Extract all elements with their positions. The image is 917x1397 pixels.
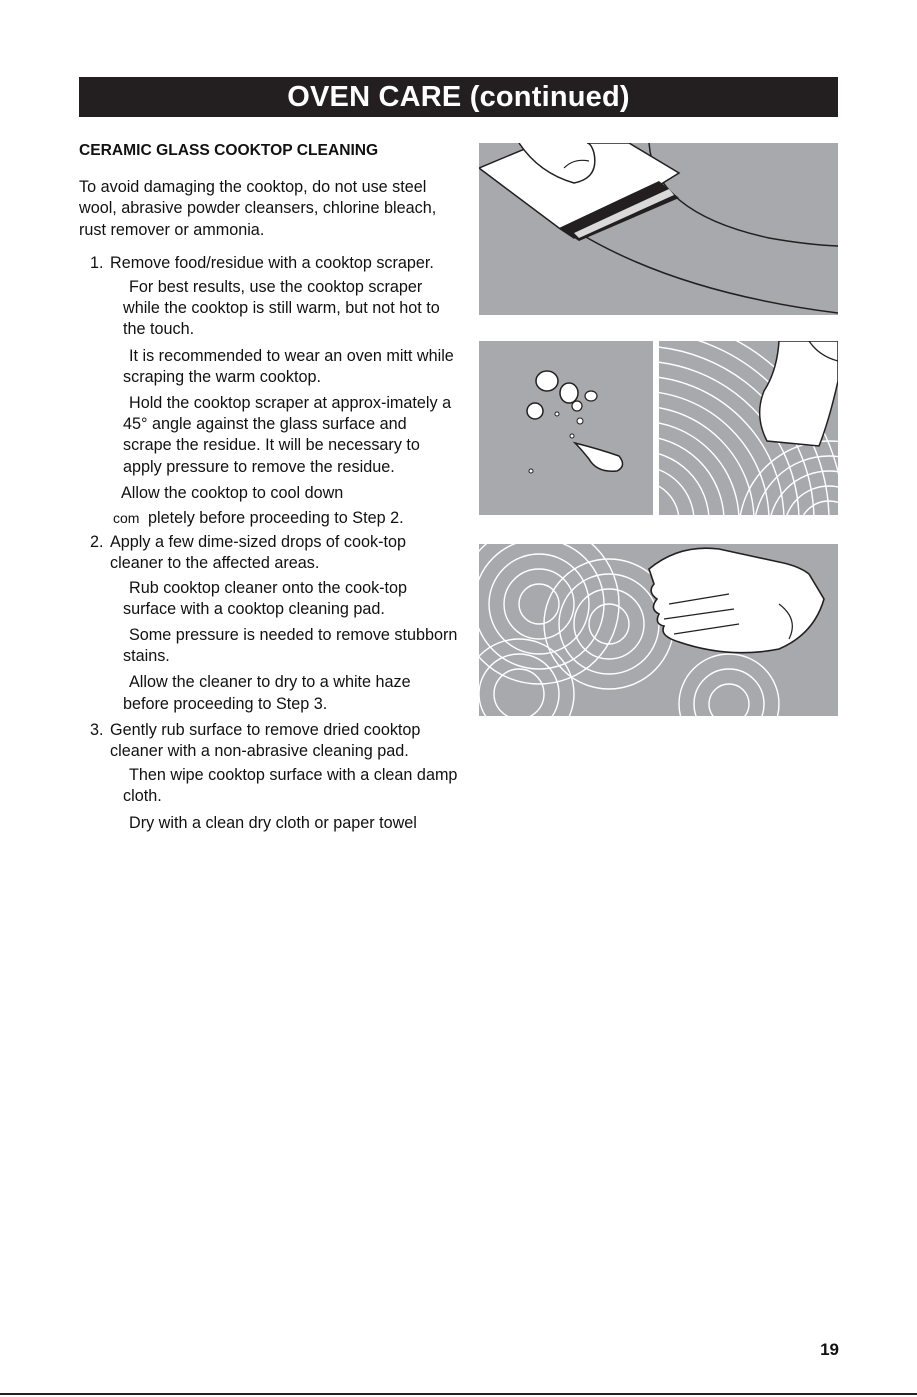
sub-text: Dry with a clean dry cloth or paper towel [129, 813, 417, 832]
bottom-rule [0, 1393, 917, 1395]
sub-text: Some pressure is needed to remove stubborn stains. [123, 626, 458, 666]
step-1-sub-1 [79, 277, 459, 341]
wiping-cloth-illustration [479, 544, 838, 716]
rubbing-cleaner-illustration [659, 341, 838, 515]
section-heading: CERAMIC GLASS COOKTOP CLEANING [79, 142, 379, 159]
page-title-bar [79, 77, 838, 117]
sub-text: For best results, use the cooktop scraper while the cooktop is still warm, but not hot to the touch. [123, 278, 440, 339]
step-1-sub-2 [79, 346, 459, 388]
sub-text: Rub cooktop cleaner onto the cook-top surface with a cooktop cleaning pad. [123, 578, 408, 618]
step-2-sub-3 [79, 672, 459, 714]
intro-paragraph: To avoid damaging the cooktop, do not use steel wool, abrasive powder cleansers, chlorine bleach, rust remover or ammonia. [79, 178, 437, 239]
step-1 [79, 253, 459, 274]
step-3 [79, 720, 459, 762]
step-1-sub-3 [79, 393, 459, 478]
step-text: Apply a few dime-sized drops of cook-top cleaner to the affected areas. [110, 533, 407, 573]
sub-text: Hold the cooktop scraper at approx-imately a 45° angle against the glass surface and scrape the residue. It will be necessary to apply pressure to remove the residue. [123, 394, 452, 476]
step-1-note-a: Allow the cooktop to cool down [121, 483, 344, 502]
sub-text: Then wipe cooktop surface with a clean damp cloth. [123, 766, 458, 806]
step-text: Remove food/residue with a cooktop scraper. [110, 253, 434, 272]
step-3-sub-2 [79, 813, 459, 834]
cleaner-drops-illustration [479, 341, 653, 515]
scraper-illustration [479, 143, 838, 315]
step-2 [79, 532, 459, 574]
note-prefix: com [113, 510, 140, 527]
step-2-sub-2 [79, 625, 459, 667]
step-number: 1. [90, 253, 104, 272]
step-2-sub-1 [79, 578, 459, 620]
step-3-sub-1 [79, 765, 459, 807]
page-title: OVEN CARE (continued) [287, 80, 630, 113]
sub-text: It is recommended to wear an oven mitt while scraping the warm cooktop. [123, 346, 454, 386]
step-1-note-b [79, 508, 459, 529]
step-number: 2. [90, 533, 104, 552]
step-text: Gently rub surface to remove dried cooktop cleaner with a non-abrasive cleaning pad. [110, 720, 421, 761]
sub-text: Allow the cleaner to dry to a white haze before proceeding to Step 3. [123, 673, 411, 713]
step-number: 3. [90, 720, 104, 739]
text-column [79, 140, 459, 839]
note-text: pletely before proceeding to Step 2. [148, 509, 404, 528]
page-number: 19 [820, 1340, 839, 1359]
